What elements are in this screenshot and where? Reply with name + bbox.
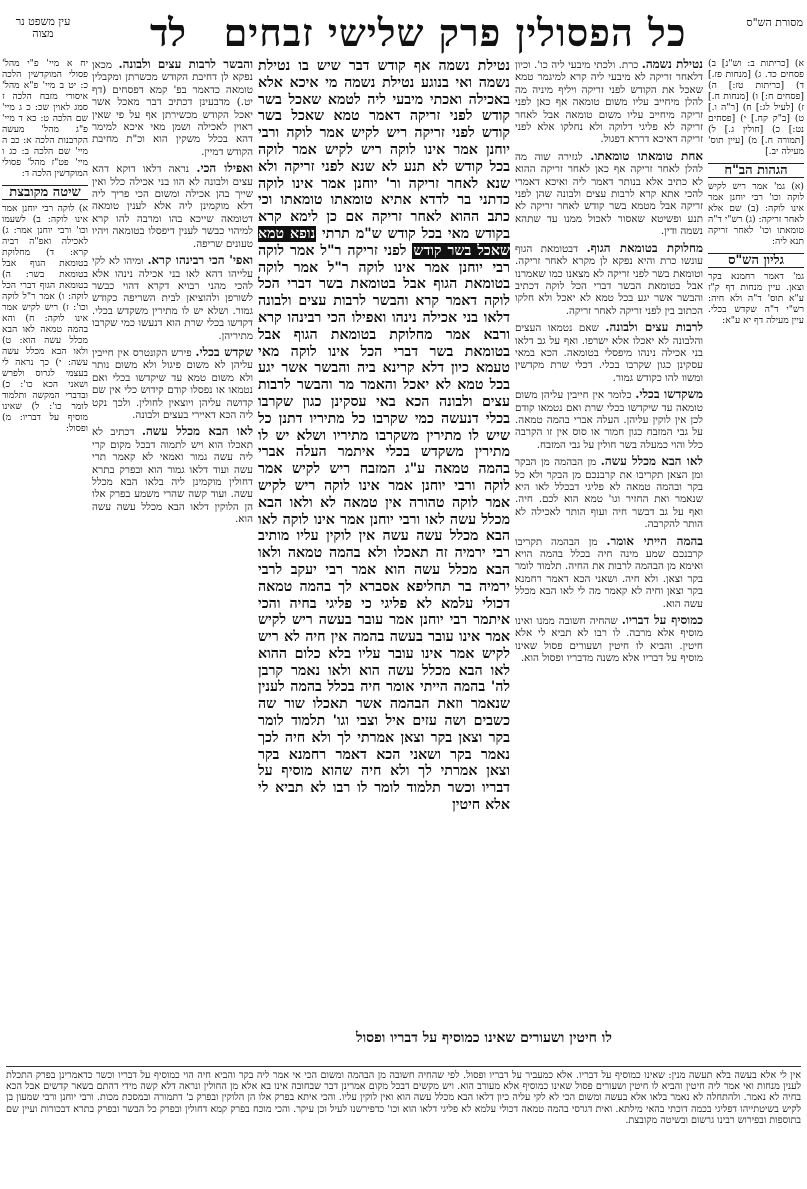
gemara-closing-line: לו חיטין ושעורים שאינו כמוסיף על דבריו ופסול [356,1030,612,1046]
rashi-text: דבטומאת הגוף עונשו כרת והיא נפקא לן מקרא לאחר זריקה. וטומאת בשר לפני זריקה לא מצאנו כמו שאמרנו אבל בטומאת הבשר דברי הכל לוקה דכתיב והבשר אשר יגע בכל טמא לא יאכל ולא חלקו הכתוב בין לפני זריקה לאחר זריקה. [515,242,703,317]
tosafot-heading: ואפילו הכי. [196,161,253,176]
rashi-text: שאם נטמאו העצים והלבונה לא יאכלו אלא ישרפו. ואף על גב דלאו בני אכילה נינהו מיפסלי בטומאה. הכא במאי עסקינן כגון שקרבו בכלי. דכלי שרת מקדשין ומשוו להו כקודש גמור. [515,322,703,384]
gemara-text-column [258,58,510,1063]
tosafot-text: מכאן נפקא לן דחיבת הקודש מכשרתן ומקבלין טומאה כדאמר בפ' קמא דפסחים (דף יט.) מדבעינן דכתיב דבר מאכל אשר יאכל הקודש מכשירתן אף על פי שאין ראוין לאכילה ושמן מאי איכא למימר דהא בכלל משקין הוא וכ"ת מחיבת הקודש דמיין. [92,59,253,158]
rashi-text: מן הבהמה מן הבקר ומן הצאן תקריבו את קרבנכם מן הבקר ולא כל בקר ובהמה טמאה לא פליגי דבכלל לאו היא שנאמר ואת החזיר וגו' טמא הוא לכם. חיה. ואף על גב דבשר חיה ועוף הותר לאכילה לא הותר להקרבה. [515,456,703,531]
rashi-text: כרת. ולכתי מיבעי ליה כו'. וכיון דלאחר זריקה לא מיבעי ליה קרא למיגמר טמא שאכל את הקודש לפני זריקה ויליף מיניה מה להלן מיחייב עליו משום טומאה אף כאן לפני זריקה מיחייב עליו משום טומאה אבל לאחר זריקה לא פליגי דלוקה ולא נחלקו אלא לפני זריקה דאיכא דררא דפגול. [515,59,703,146]
tosafot-text: נראה דלאו דוקא דהא עצים ולבונה לא הוו בני אכילה כלל ואין שייך בהן אכילה ומשום הכי פריך ליה דלא מוקמינן ליה אלא לענין טומאה דטומאה שייכא בהו ומרבה להו קרא למיהוי כבשר לענין דיפסלו בטומאה ויהיו טעונים שריפה. [92,163,253,250]
rashi-heading: כמוסיף על דבריו. [621,613,703,628]
tosafot-heading: והבשר לרבות עצים ולבונה. [118,58,253,71]
hagahot-title: הגהות הב"ח [708,163,804,178]
shita-mekubetzet-text: א) לוקה רבי יוחנן אמר אינו לוקה: ב) לשעמו וכו' ורבי יוחנן אמר: ג) לאכילה ואפ"ה רביה קרא: ד) מחלוקת בטומאת הגוף אבל בטומאת בשר: ה) בטומאת הגוף דברי הכל לוקה: ו) אמר ר"ל לוקה וכו': ז) ריש לקיש אמר אינו לוקה: ח) והא בהמה טמאה לאו הבא מכלל עשה הוא: ט) ולאו הבא מכלל עשה עשה: י) כך נראה לי בעצמי לגרוס ולפרש ושאני הכא כו': כ) ובדברי המקשה ותלמוד לומר כו': ל) שאינו מוסיף על דבריו: מ) ופסול: [2,203,88,434]
rashi-heading: אחת טומאתו טומאתו. [590,148,703,163]
rashi-heading: בהמה הייתי אומר. [606,533,703,548]
ein-mishpat-refs: יח א מיי' פ"י מהל' פסולי המוקדשין הלכה כ: יט ב מיי' פ"א מהל' איסורי מזבח הלכה ז סמג לאוין שכ: כ ג מיי' שם הלכה ט: כא ד מיי' פ"ג מהל' מעשה הקרבנות הלכה א: כב ה מיי' שם הלכה ב: כג ו מיי' פט"ז מהל' פסולי המוקדשין הלכה ד: [2,58,88,179]
tosafot-text: דכתיב לא תאכלו הוא ויש לתמוה דבכל מקום קרי ליה עשה גמור ואמאי לא קאמר תרי עשה ועוד דלאו גמור הוא ובפרק בתרא דחולין מוקמינן ליה בלאו הבא מכלל עשה. ועוד קשה שהרי משמע בפרק אלו הן הלוקין דלאו הבא מכלל עשה עשה הוא. [92,426,253,526]
tosafot-heading: ואפי' הכי רבינהו קרא. [147,253,253,268]
gemara-text: לפני זריקה ר"ל אמר לוקה רבי יוחנן אמר אינו לוקה ר"ל אמר לוקה בטומאת הגוף אבל בטומאת בשר דברי הכל לוקה דאמר קרא והבשר לרבות עצים ולבונה דלאו בני אכילה נינהו ואפילו הכי רבינהו קרא ורבא אמר מחלוקת בטומאת הגוף אבל בטומאת בשר דברי הכל אינו לוקה מאי טעמא כיון דלא קרינא ביה והבשר אשר יגע בכל טמא לא יאכל והאמר מר והבשר לרבות עצים ולבונה הכא באי עסקינן כגון שקרבו בכלי דנעשה כמי שקרבו כל מתיריו דתנן כל שיש לו מתירין משקרבו מתיריו ושלא יש לו מתירין משקדש בכלי איתמר העלה אברי בהמה טמאה ע"ג המזבח ריש לקיש אמר לוקה ורבי יוחנן אמר אינו לוקה ריש לקיש אמר לוקה טהורה אין טמאה לא ולאו הבא מכלל עשה לאו ורבי יוחנן אמר אינו לוקה לאו הבא מכלל עשה עשה אין לוקין עליו מותיב רבי ירמיה זה תאכלו ולא בהמה טמאה ולאו הבא מכלל עשה הוא אמר רבי יעקב לרבי ירמיה בר תחליפא אסברא לך בהמה טמאה דכולי עלמא לא פליגי כי פליגי בחיה והכי איתמר רבי יוחנן אמר עובר בעשה ריש לקיש אמר אינו עובר בעשה בהמה אין חיה לא ריש לקיש אמר אינו עובר עליו בלא כלום ההוא לאו הבא מכלל עשה הוא ולאו נאמר קרבן לה' בהמה הייתי אומר חיה בכלל בהמה לענין שנאמר וזאת הבהמה אשר תאכלו שור שה כשבים ושה עזים איל וצבי וגו' תלמוד לומר בקר וצאן בקר וצאן אמרתי לך ולא חיה לכך נאמר בקר ושאני הכא דאמר רחמנא בקר וצאן אמרתי לך ולא חיה שהוא מוסיף על דבריו וכשר תלמוד לומר לו רבו לא תביא לי אלא חיטין [258,242,510,814]
tosafot-commentary [92,58,253,1063]
page-header [0,8,807,56]
right-margin-column [708,58,804,1063]
rashi-heading: לאו הבא מכלל עשה. [600,454,703,469]
rashi-text: כלומר אין חייבין עליהן משום טומאה עד שיקדשו בכלי שרת ואם נטמאו קודם לכן אין לוקין עליהן. העלה אברי בהמה טמאה. על גבי המזבח כגון חמור או סוס אין זו הקרבה כלל והוי כמעלה בשר חולין על גבי המזבח. [515,389,703,451]
tosafot-text: פירש הקונטרס אין חייבין עליהן לא משום פיגול ולא משום נותר ולא משום טמא עד שיקדשו בכלי ואם נטמאו או נפסלו קודם קידוש כלי אין שם קדושה עליהן ויוצאין לחולין. ולכך נקט ליה הכא דאיירי בעצים ולבונה. [92,346,253,421]
shita-mekubetzet-title: שיטה מקובצת [2,185,88,200]
gemara-text: נטילת נשמה אף קודש דבר שיש בו נטילת נשמה ואי בנוגע נטילת נשמה מי איכא אלא באכילה ואכתי מיבעי ליה לטמא שאכל בשר קודש לפני זריקה דאמר טמא שאכל בשר קודש לפני זריקה ריש לקיש אמר לוקה ורבי יוחנן אמר אינו לוקה ריש לקיש אמר לוקה בכל קודש לא תנע לא שנא לפני זריקה ולא שנא לאחר זריקה ור' יוחנן אמר אינו לוקה כדתני בר לדדא אתיא טומאתו טומאתו וכי כתב ההוא לאחר זריקה אם כן לימא קרא בקודש מאי בכל קודש ש"מ תרתי [258,58,510,242]
ein-mishpat-label: עין משפט נר מצוה [15,15,71,40]
hagahot-text: (א) גמ' אמר ריש לקיש לוקה וכו' רבי יוחנן אמר אינו לוקה: (ב) שם אלא לאחר זריקה: (ג) רש"י ד"ה טומאתו וכו' לאחר זריקה תנא ליה: [708,181,804,247]
gilyon-text: גמ' דאמר רחמנא בקר וצאן. עיין מנחות דף ק"ז ע"א תוס' ד"ה ולא חיה: רש"י ד"ה שקדש בכלי. עיין מעילה דף יא ע"א: [708,271,804,326]
rashi-heading: מחלוקת בטומאת הגוף. [586,240,703,255]
rashi-text: לגזירה שוה מה להלן לאחר זריקה אף כאן לאחר זריקה ההוא לא כתיב אלא בנותר דאמר ליה ואיכא דאמרי להכי אתא קרא לרבות עצים ולבונה שהן לפני זריקה אבל מטמא בשר קודש לאחר זריקה לא תנע ופשיטא שאסור לאכול ממנו עד שתהא נשמה ודין. [515,150,703,238]
rashi-heading: נטילת נשמה. [641,58,703,71]
bottom-commentary [6,1066,801,1185]
rashi-heading: משקדשו בכלי. [635,387,703,402]
rashi-text: מן הבהמה תקריבו קרבנכם שמע מינה חיה בכלל בהמה הויא ואימא מן הבהמה לרבות את החיה. תלמוד לומר בקר וצאן. ולא חיה. ושאני הכא דאמר רחמנא בקר וצאן וחיה לא קאמר מה לי לאו הבא מכלל עשה הוא. [515,535,703,610]
page-title: כל הפסולין פרק שלישי זבחים [223,10,687,55]
left-margin-column [2,58,88,1063]
mesorah-label: מסורת הש"ס [746,16,803,29]
tosafot-heading: לאו הבא מכלל עשה. [141,424,253,439]
rashi-text: שהחיה חשובה ממנו ואינו מוסיף אלא מרבה. לו רבו לא תביא לי אלא חיטין. והביא לו חיטין ושעורים פסול שאינו מוסיף על דבריו אלא משנה מדבריו ופסול הוא. [515,615,703,665]
rashi-heading: לרבות עצים ולבונה. [605,320,703,335]
folio-number: לד [150,10,187,55]
bottom-commentary-text: אין לי אלא בעשה בלא תעשה מנין: שאינו כמוסיף על דבריו. אלא כמעביר על דבריו ופסול. לפי שהחיה חשובה מן הבהמה ומשום הכי אי אמר ליה בקר והביא חיה הוי כמוסיף על דבריו וכשר כדאמרינן בפרק התכלת לענין מנחות ואי אמר ליה חיטין והביא לו חיטין ושעורים פסול שאינו כמוסיף אלא מעורב הוא. ויש מקשים דבכל מקום אמרינן דבר שבחובה אינו בא אלא מן החולין ונראה דלא קשה מידי דהתם בשאר קדשים אבל הכא בחיה לא נאמר. ולהתחלה לא נאמר בלאו אלא בעשה ומשום הכי לא לקי עליה כיון דלאו הבא מכלל עשה הוא ואין לוקין עליו. והכי איתא בפרק אלו הן הלוקין ובפרק ב' דתמורה ובמסכת מכות. ורבי יוחנן ורבי שמעון בן לקיש בשיטתייהו דפליגי בכמה דוכתי בהאי מילתא. ואית דגרסי בהמה טמאה דכולי עלמא לא פליגי דלאו הוא וכו' כדפירשנו לעיל וכן עיקר. והכי מוכח בפרק קמא דחולין ובפרק כל הבשר ובפרק בתרא דבכורות ועיין שם בתוספות ובפירוש רבינו גרשום ובשיטה מקובצת. [6,1070,801,1126]
mesorah-refs: א) [כריתות ב: וש"נ] ב) פסחים כד. ג) [מנחות פז.] ד) [כריתות טז:] ה) [פסחים ח:] ו) [מנחות ח.] ז) [לעיל לג:] ח) [ר"ה ו.] ט) [ב"ק קח.] י) [פסחים נט:] כ) [חולין ג.] ל) [תמורה ח.] מ) [עיין תוס' מעילה יב.] [708,58,804,157]
tosafot-heading: שקדש בכלי. [195,344,253,359]
rashi-commentary [515,58,703,1063]
tosafot-text: ומיהו לא לקי עלייהו דהא לאו בני אכילה נינהו אלא להכי מהני רבויא דקרא דהוי כבשר לשורפן ולהוציאן לבית השריפה כקודש גמור. ושלא יש לו מתירין משקדש בכלי. דקדשו בכלי שרת הוא דנעשו כמי שקרבו מתיריהן. [92,255,253,342]
gilyon-title: גליון הש"ס [708,253,804,268]
highlighted-phrase[interactable]: נופא טמא שאכל בשר קודש [258,225,510,259]
